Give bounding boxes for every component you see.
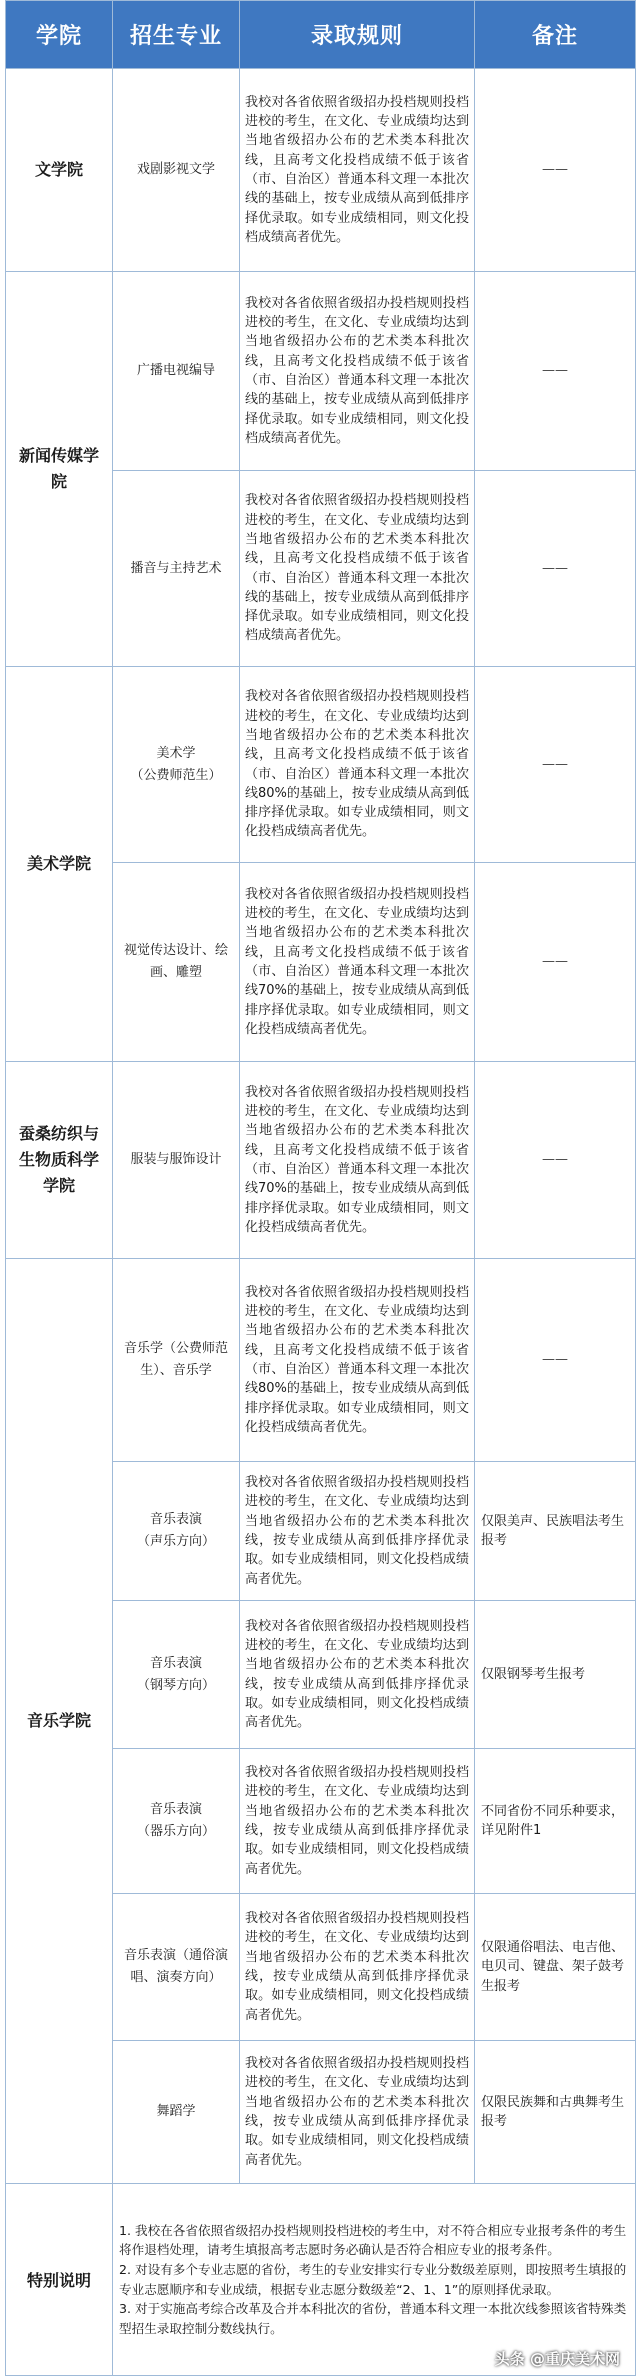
admission-rule: 我校对各省依照省级招办投档规则投档进校的考生，在文化、专业成绩均达到当地省级招办公布的艺术类本科批次线，且高考文化投档成绩不低于该省（市、自治区）普通本科文理一本批次线70%的基础上，按专业成绩从高到低排序择优录取。如专业成绩相同，则文化投档成绩高者优先。 <box>240 1062 475 1259</box>
admission-rule: 我校对各省依照省级招办投档规则投档进校的考生，在文化、专业成绩均达到当地省级招办公布的艺术类本科批次线，且高考文化投档成绩不低于该省（市、自治区）普通本科文理一本批次线70%的基础上，按专业成绩从高到低排序择优录取。如专业成绩相同，则文化投档成绩高者优先。 <box>240 863 475 1062</box>
major-name: 音乐表演 （钢琴方向） <box>113 1601 240 1749</box>
remark: —— <box>475 471 636 667</box>
college-name: 蚕桑纺织与生物质科学学院 <box>6 1062 113 1259</box>
admission-rule: 我校对各省依照省级招办投档规则投档进校的考生，在文化、专业成绩均达到当地省级招办公布的艺术类本科批次线，按专业成绩从高到低排序择优录取。如专业成绩相同，则文化投档成绩高者优先。 <box>240 1894 475 2041</box>
major-name: 广播电视编导 <box>113 272 240 471</box>
remark: 仅限美声、民族唱法考生报考 <box>475 1462 636 1601</box>
remark: —— <box>475 863 636 1062</box>
table-row <box>6 1062 636 1259</box>
admission-rule: 我校对各省依照省级招办投档规则投档进校的考生，在文化、专业成绩均达到当地省级招办公布的艺术类本科批次线，按专业成绩从高到低排序择优录取。如专业成绩相同，则文化投档成绩高者优先。 <box>240 2041 475 2184</box>
table-header-row <box>6 1 636 69</box>
remark: —— <box>475 272 636 471</box>
table-row <box>6 1259 636 1462</box>
major-name: 音乐表演 （器乐方向） <box>113 1749 240 1894</box>
major-name: 视觉传达设计、绘画、雕塑 <box>113 863 240 1062</box>
remark: 仅限通俗唱法、电吉他、电贝司、键盘、架子鼓考生报考 <box>475 1894 636 2041</box>
admission-table <box>5 0 636 2376</box>
special-notes-row <box>6 2184 636 2376</box>
remark: —— <box>475 1259 636 1462</box>
header-college: 学院 <box>6 1 113 69</box>
major-name: 服装与服饰设计 <box>113 1062 240 1259</box>
major-name: 音乐学（公费师范生）、音乐学 <box>113 1259 240 1462</box>
major-name: 戏剧影视文学 <box>113 69 240 272</box>
admission-rule: 我校对各省依照省级招办投档规则投档进校的考生，在文化、专业成绩均达到当地省级招办公布的艺术类本科批次线，按专业成绩从高到低排序择优录取。如专业成绩相同，则文化投档成绩高者优先。 <box>240 1462 475 1601</box>
college-name: 美术学院 <box>6 667 113 1062</box>
remark: 不同省份不同乐种要求，详见附件1 <box>475 1749 636 1894</box>
special-note-line: 2. 对设有多个专业志愿的省份，考生的专业安排实行专业分数级差原则，即按照考生填报的专业志愿顺序和专业成绩，根据专业志愿分数级差“2、1、1”的原则择优录取。 <box>119 2261 627 2297</box>
special-note-line: 3. 对于实施高考综合改革及合并本科批次的省份，普通本科文理一本批次线参照该省特殊类型招生录取控制分数线执行。 <box>119 2301 627 2336</box>
table-row <box>6 272 636 471</box>
admission-rule: 我校对各省依照省级招办投档规则投档进校的考生，在文化、专业成绩均达到当地省级招办公布的艺术类本科批次线，且高考文化投档成绩不低于该省（市、自治区）普通本科文理一本批次线的基础上，按专业成绩从高到低排序择优录取。如专业成绩相同，则文化投档成绩高者优先。 <box>240 471 475 667</box>
major-name: 美术学 （公费师范生） <box>113 667 240 863</box>
remark: —— <box>475 69 636 272</box>
college-name: 新闻传媒学院 <box>6 272 113 667</box>
remark: —— <box>475 667 636 863</box>
remark: 仅限民族舞和古典舞考生报考 <box>475 2041 636 2184</box>
admission-rule: 我校对各省依照省级招办投档规则投档进校的考生，在文化、专业成绩均达到当地省级招办公布的艺术类本科批次线，且高考文化投档成绩不低于该省（市、自治区）普通本科文理一本批次线的基础上，按专业成绩从高到低排序择优录取。如专业成绩相同，则文化投档成绩高者优先。 <box>240 69 475 272</box>
admission-rule: 我校对各省依照省级招办投档规则投档进校的考生，在文化、专业成绩均达到当地省级招办公布的艺术类本科批次线，按专业成绩从高到低排序择优录取。如专业成绩相同，则文化投档成绩高者优先。 <box>240 1749 475 1894</box>
major-name: 播音与主持艺术 <box>113 471 240 667</box>
header-remark: 备注 <box>475 1 636 69</box>
admission-rule: 我校对各省依照省级招办投档规则投档进校的考生，在文化、专业成绩均达到当地省级招办公布的艺术类本科批次线，且高考文化投档成绩不低于该省（市、自治区）普通本科文理一本批次线80%的基础上，按专业成绩从高到低排序择优录取。如专业成绩相同，则文化投档成绩高者优先。 <box>240 1259 475 1462</box>
table-row <box>6 667 636 863</box>
admission-rule: 我校对各省依照省级招办投档规则投档进校的考生，在文化、专业成绩均达到当地省级招办公布的艺术类本科批次线，且高考文化投档成绩不低于该省（市、自治区）普通本科文理一本批次线80%的基础上，按专业成绩从高到低排序择优录取。如专业成绩相同，则文化投档成绩高者优先。 <box>240 667 475 863</box>
admission-rule: 我校对各省依照省级招办投档规则投档进校的考生，在文化、专业成绩均达到当地省级招办公布的艺术类本科批次线，且高考文化投档成绩不低于该省（市、自治区）普通本科文理一本批次线的基础上，按专业成绩从高到低排序择优录取。如专业成绩相同，则文化投档成绩高者优先。 <box>240 272 475 471</box>
remark: —— <box>475 1062 636 1259</box>
college-name: 文学院 <box>6 69 113 272</box>
watermark: 头条 @重庆美术网 <box>494 2350 620 2368</box>
table-row <box>6 69 636 272</box>
major-name: 音乐表演（通俗演唱、演奏方向） <box>113 1894 240 2041</box>
special-notes-label: 特别说明 <box>6 2184 113 2376</box>
header-rule: 录取规则 <box>240 1 475 69</box>
college-name: 音乐学院 <box>6 1259 113 2184</box>
special-notes <box>113 2184 636 2376</box>
major-name: 音乐表演 （声乐方向） <box>113 1462 240 1601</box>
remark: 仅限钢琴考生报考 <box>475 1601 636 1749</box>
admission-rule: 我校对各省依照省级招办投档规则投档进校的考生，在文化、专业成绩均达到当地省级招办公布的艺术类本科批次线，按专业成绩从高到低排序择优录取。如专业成绩相同，则文化投档成绩高者优先。 <box>240 1601 475 1749</box>
special-note-line: 1. 我校在各省依照省级招办投档规则投档进校的考生中，对不符合相应专业报考条件的考生将作退档处理，请考生填报高考志愿时务必确认是否符合相应专业的报考条件。 <box>119 2222 627 2258</box>
major-name: 舞蹈学 <box>113 2041 240 2184</box>
header-major: 招生专业 <box>113 1 240 69</box>
